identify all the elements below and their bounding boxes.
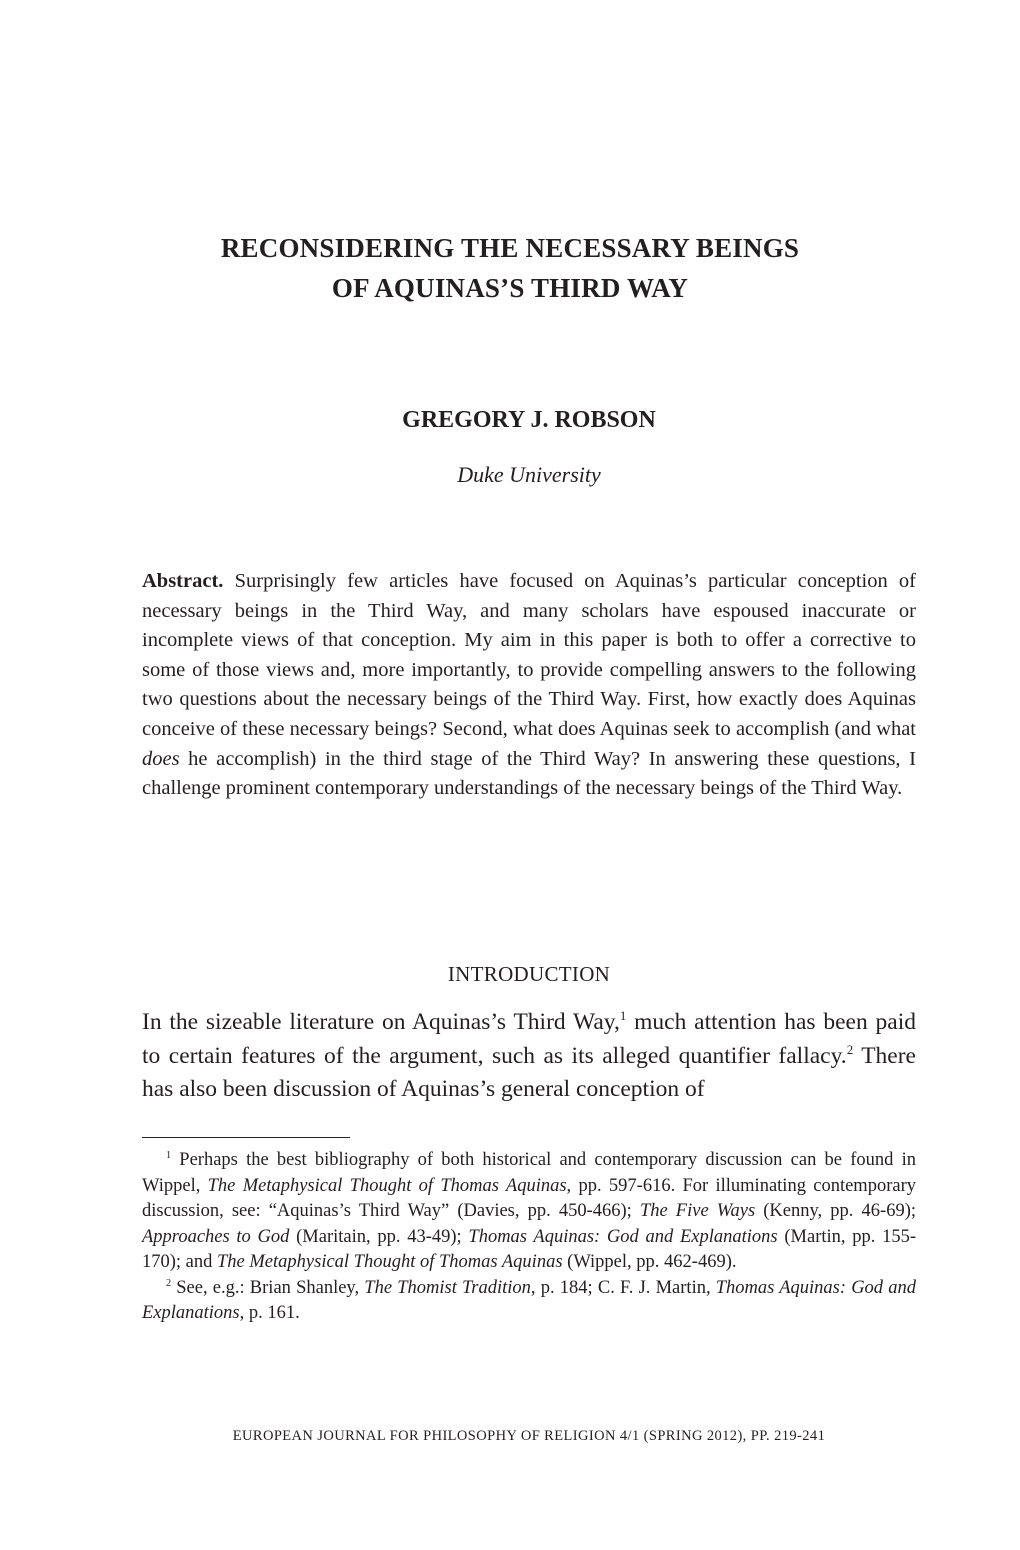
abstract-text-part-1: Surprisingly few articles have focused on Aquinas’s particular conception of necessary beings in the Third Way, and many scholars have espoused inaccurate or incomplete views of that conception. My aim in this paper is both to offer a corrective to some of those views and, more importantly, to provide compelling answers to the following two questions about the necessary beings of the Third Way. First, how exactly does Aquinas conceive of these necessary beings? Second, what does Aquinas seek to accomplish (and what: [142, 570, 916, 740]
footnote-work-title: Thomas Aquinas: God and Explanations: [468, 1226, 778, 1247]
journal-citation-footer: EUROPEAN JOURNAL FOR PHILOSOPHY OF RELIGION 4/1 (SPRING 2012), PP. 219-241: [232, 1428, 826, 1444]
introduction-paragraph: [142, 1006, 916, 1107]
footnote-text: , p. 184; C. F. J. Martin,: [530, 1277, 716, 1298]
footnote-ref-1[interactable]: 1: [619, 1008, 627, 1024]
author-name: GREGORY J. ROBSON: [402, 407, 656, 433]
footnotes: [142, 1148, 916, 1327]
footnote-work-title: The Metaphysical Thought of Thomas Aquinas: [207, 1175, 567, 1196]
footnote-work-title: Approaches to God: [142, 1226, 290, 1247]
footnote-ref-2[interactable]: 2: [846, 1041, 854, 1057]
footnote-work-title: The Five Ways: [639, 1201, 756, 1221]
footnote-work-title: The Metaphysical Thought of Thomas Aquinas: [217, 1252, 563, 1272]
footnote-text: (Wippel, pp. 462-469).: [562, 1252, 737, 1272]
abstract: [142, 567, 916, 804]
footnote-text: , p. 161.: [239, 1303, 300, 1323]
footnote-text: (Martin, pp. 155-170); and: [142, 1226, 917, 1272]
intro-text-part-3: There has also been discussion of Aquinas’s general conception of: [142, 1042, 916, 1102]
article-title-line-1: RECONSIDERING THE NECESSARY BEINGS: [220, 233, 800, 263]
footnote-work-title: The Thomist Tradition: [364, 1277, 531, 1298]
footnote-text: (Kenny, pp. 46-69);: [755, 1201, 916, 1221]
footnote-divider: [142, 1137, 350, 1138]
intro-text-part-1: In the sizeable literature on Aquinas’s Third Way,: [142, 1009, 620, 1035]
footnote-text: (Maritain, pp. 43-49);: [289, 1226, 469, 1247]
article-title-line-2: OF AQUINAS’S THIRD WAY: [331, 273, 689, 303]
footnote-number: 1: [166, 1149, 172, 1161]
section-heading-introduction: INTRODUCTION: [447, 962, 611, 986]
footnote-1: [142, 1148, 916, 1276]
footnote-text: , pp. 597-616. For illuminating contemporary discussion, see: “Aquinas’s Third Way” (Davies, pp. 450-466);: [142, 1175, 916, 1221]
footnote-number: 2: [166, 1277, 172, 1289]
abstract-emphasis: does: [142, 747, 180, 770]
author-affiliation: Duke University: [457, 462, 601, 487]
footnote-text: See, e.g.: Brian Shanley,: [171, 1277, 365, 1298]
intro-text-part-2: much attention has been paid to certain features of the argument, such as its alleged quantifier fallacy.: [142, 1009, 916, 1069]
footnote-text: Perhaps the best bibliography of both historical and contemporary discussion can be found in Wippel,: [142, 1150, 916, 1196]
abstract-text-part-2: he accomplish) in the third stage of the Third Way? In answering these questions, I challenge prominent contemporary understandings of the necessary beings of the Third Way.: [142, 747, 916, 800]
footnote-2: [142, 1276, 916, 1327]
footnote-work-title: Thomas Aquinas: God and Explanations: [142, 1277, 916, 1323]
abstract-label: Abstract.: [142, 570, 224, 592]
